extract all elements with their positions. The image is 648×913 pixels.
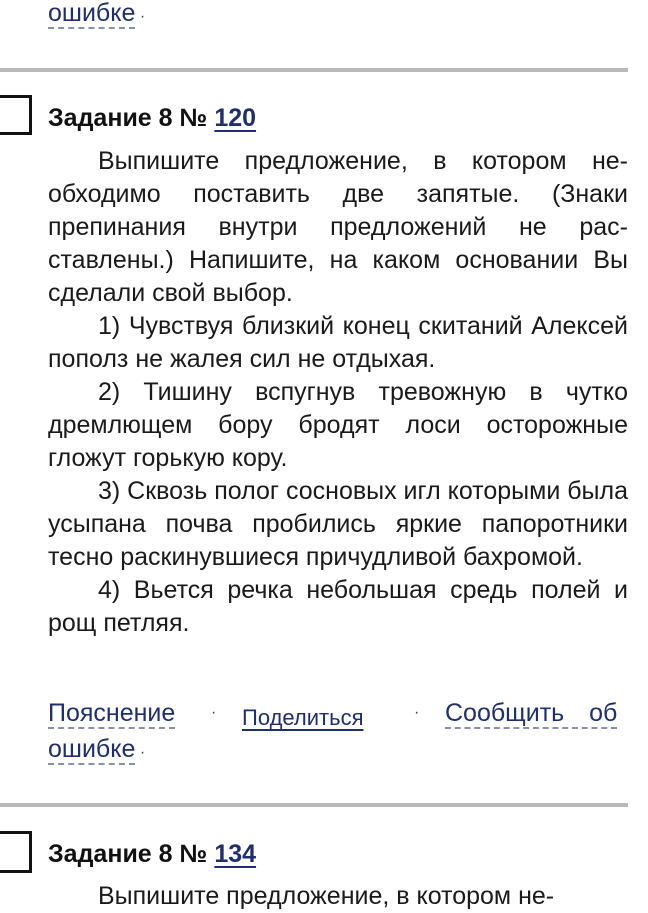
answer-option-4: 4) Вьется речка небольшая средь полей и рощ петляя. bbox=[48, 576, 628, 637]
task-instruction: Выпишите предложение, в котором не- bbox=[98, 882, 555, 910]
task-instruction: Выпишите предложение, в котором необходимо поставить две запятые. (Знаки препинания внутри предложений не расставлены.) Напишите, на каком основании Вы сделали свой выбор. bbox=[48, 147, 628, 307]
report-error-link[interactable]: ошибке bbox=[48, 0, 136, 27]
separator-dot: · bbox=[211, 704, 217, 721]
task-label: Задание 8 № bbox=[48, 104, 215, 132]
task-number-link[interactable]: 134 bbox=[214, 840, 257, 868]
task-label: Задание 8 № bbox=[48, 840, 215, 868]
task-divider bbox=[0, 803, 628, 807]
task-checkbox[interactable] bbox=[0, 831, 32, 873]
task-title bbox=[48, 103, 256, 133]
task-body-partial bbox=[48, 878, 628, 910]
report-error-tail-wrap bbox=[48, 734, 145, 764]
separator-dot: · bbox=[139, 744, 146, 761]
answer-option-1: 1) Чувствуя близкий конец скитаний Алексей пополз не жалея сил не отдыхая. bbox=[48, 312, 628, 373]
task-divider bbox=[0, 68, 628, 72]
answer-option-2: 2) Тишину вспугнув тревожную в чутко дремлющем бору бродят лоси осторожные гложут горькую кору. bbox=[48, 378, 628, 472]
explanation-link-wrap bbox=[48, 698, 175, 728]
separator-dot: · bbox=[414, 704, 420, 721]
task-number-link[interactable]: 120 bbox=[214, 104, 257, 132]
report-error-link[interactable]: ошибке bbox=[48, 735, 136, 763]
share-link[interactable]: Поделиться bbox=[242, 705, 364, 730]
explanation-link[interactable]: Пояснение bbox=[48, 699, 176, 727]
share-link-wrap bbox=[242, 704, 363, 732]
answer-option-3: 3) Сквозь полог сосновых игл которыми была усыпана почва пробились яркие папоротники тесно раскинувшиеся причудливой бахромой. bbox=[48, 477, 629, 571]
prev-task-footer bbox=[48, 0, 145, 28]
task-body bbox=[48, 145, 628, 640]
report-error-link[interactable]: Сообщить об bbox=[445, 699, 618, 727]
separator-dot: · bbox=[139, 8, 146, 25]
report-error-link-wrap bbox=[445, 698, 617, 728]
task-checkbox[interactable] bbox=[0, 95, 32, 135]
task-title bbox=[48, 839, 256, 869]
